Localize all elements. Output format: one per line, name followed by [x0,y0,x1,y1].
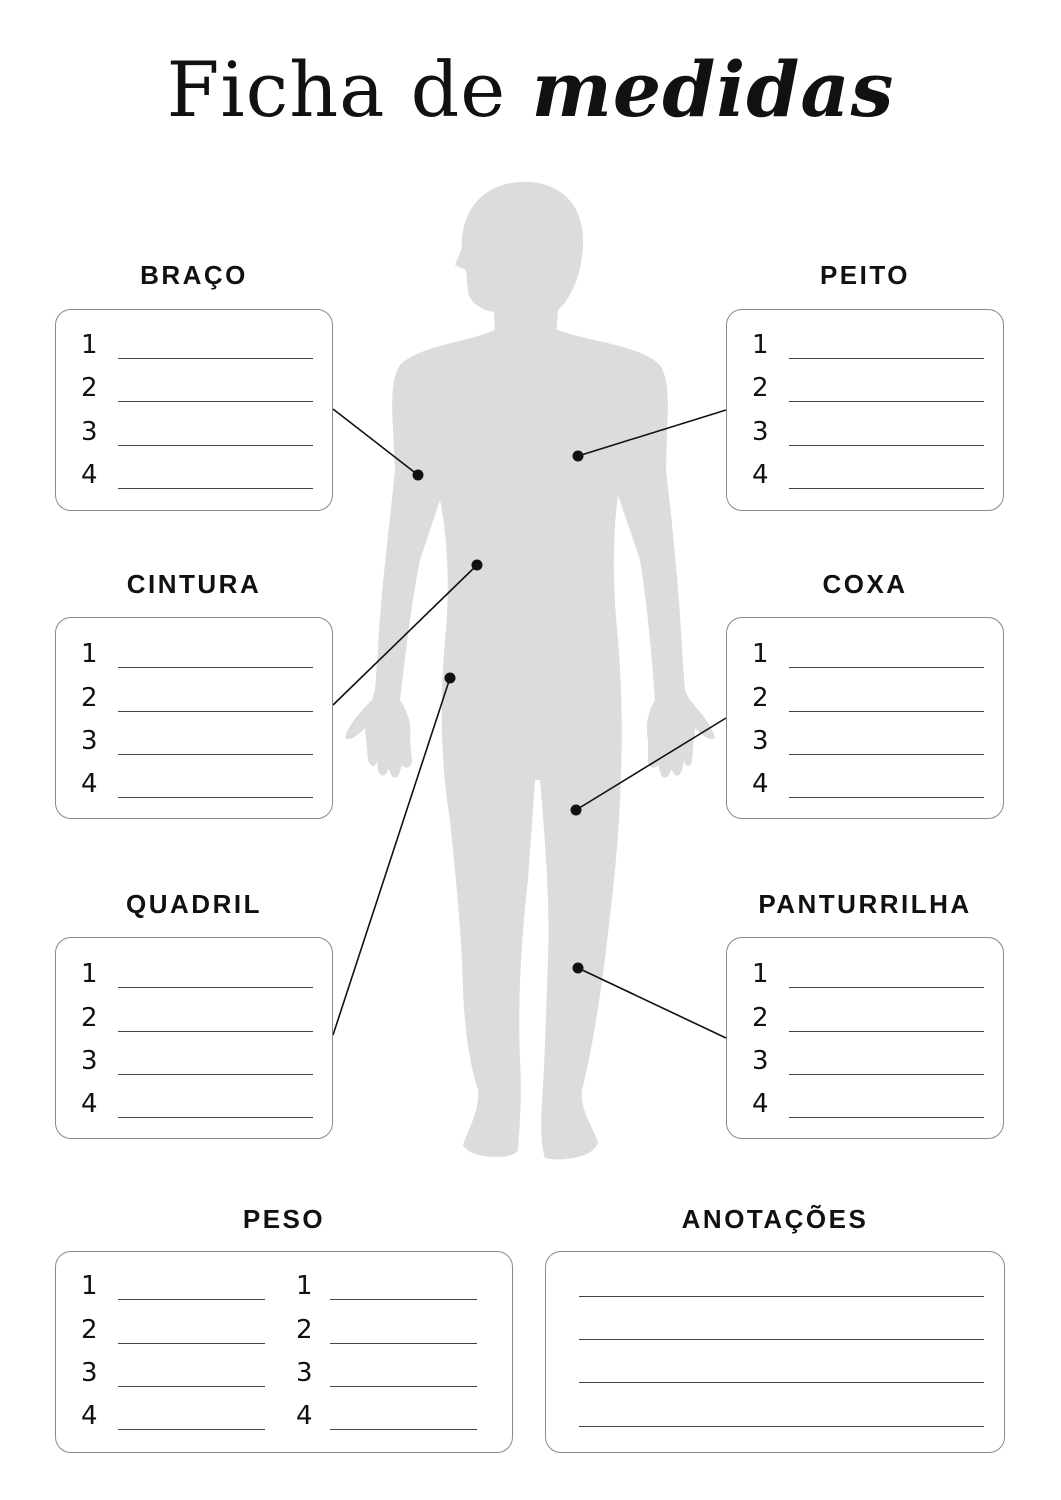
row-peito-2 [752,373,987,403]
row-panturrilha-2 [752,1003,987,1033]
row-peso-a-2 [81,1315,271,1345]
row-cintura-4 [81,769,316,799]
fill-line[interactable] [789,1074,984,1075]
row-peso-b-3 [296,1358,486,1388]
fill-line[interactable] [330,1343,477,1344]
row-quadril-2 [81,1003,316,1033]
row-coxa-1 [752,639,987,669]
row-number: 2 [752,1003,769,1033]
row-peso-b-2 [296,1315,486,1345]
row-number: 3 [81,1046,98,1076]
fill-line[interactable] [789,711,984,712]
notes-line[interactable] [579,1296,984,1297]
row-peso-a-1 [81,1271,271,1301]
row-number: 2 [81,1315,98,1345]
point-coxa [571,805,582,816]
fill-line[interactable] [789,987,984,988]
label-cintura: CINTURA [126,569,262,599]
row-braco-2 [81,373,316,403]
fill-line[interactable] [118,987,313,988]
row-number: 4 [81,1089,98,1119]
row-number: 2 [296,1315,313,1345]
box-cintura [55,617,333,819]
label-anotacoes: ANOTAÇÕES [681,1204,869,1234]
fill-line[interactable] [118,1074,313,1075]
fill-line[interactable] [789,401,984,402]
fill-line[interactable] [330,1299,477,1300]
row-cintura-3 [81,726,316,756]
label-coxa: COXA [822,569,908,599]
box-braco [55,309,333,511]
row-number: 3 [81,726,98,756]
fill-line[interactable] [118,1386,265,1387]
row-peito-4 [752,460,987,490]
row-peso-a-3 [81,1358,271,1388]
row-number: 3 [296,1358,313,1388]
row-peso-b-4 [296,1401,486,1431]
row-number: 3 [752,417,769,447]
row-quadril-3 [81,1046,316,1076]
row-number: 4 [296,1401,313,1431]
fill-line[interactable] [118,754,313,755]
fill-line[interactable] [789,488,984,489]
box-anotacoes [545,1251,1005,1453]
row-number: 2 [81,373,98,403]
row-peito-3 [752,417,987,447]
row-number: 1 [81,639,98,669]
fill-line[interactable] [330,1429,477,1430]
row-panturrilha-4 [752,1089,987,1119]
row-cintura-1 [81,639,316,669]
row-number: 4 [752,460,769,490]
row-number: 3 [81,417,98,447]
row-number: 2 [81,683,98,713]
row-number: 1 [81,1271,98,1301]
label-quadril: QUADRIL [126,889,262,919]
row-quadril-1 [81,959,316,989]
row-number: 3 [752,726,769,756]
title-bold: medidas [531,45,895,134]
fill-line[interactable] [789,445,984,446]
fill-line[interactable] [789,1031,984,1032]
row-coxa-4 [752,769,987,799]
fill-line[interactable] [118,401,313,402]
fill-line[interactable] [789,1117,984,1118]
fill-line[interactable] [118,1117,313,1118]
row-number: 4 [752,769,769,799]
row-braco-1 [81,330,316,360]
fill-line[interactable] [789,754,984,755]
connector-panturrilha [578,968,726,1038]
row-number: 3 [81,1358,98,1388]
row-peso-b-1 [296,1271,486,1301]
row-number: 1 [752,639,769,669]
point-cintura [472,560,483,571]
label-panturrilha: PANTURRILHA [758,889,972,919]
label-peito: PEITO [819,260,911,290]
label-peso: PESO [242,1204,326,1234]
row-number: 1 [752,330,769,360]
notes-line[interactable] [579,1339,984,1340]
fill-line[interactable] [789,358,984,359]
row-number: 2 [752,373,769,403]
point-quadril [445,673,456,684]
fill-line[interactable] [118,1031,313,1032]
row-peito-1 [752,330,987,360]
box-peito [726,309,1004,511]
row-number: 4 [81,769,98,799]
notes-line[interactable] [579,1426,984,1427]
fill-line[interactable] [118,1429,265,1430]
label-braco: BRAÇO [140,260,248,290]
row-number: 4 [752,1089,769,1119]
row-number: 1 [752,959,769,989]
fill-line[interactable] [118,667,313,668]
fill-line[interactable] [118,797,313,798]
fill-line[interactable] [118,711,313,712]
row-braco-3 [81,417,316,447]
title-regular: Ficha de [166,45,507,134]
fill-line[interactable] [118,1299,265,1300]
box-quadril [55,937,333,1139]
fill-line[interactable] [330,1386,477,1387]
row-cintura-2 [81,683,316,713]
fill-line[interactable] [118,488,313,489]
row-number: 1 [81,330,98,360]
notes-line[interactable] [579,1382,984,1383]
row-coxa-2 [752,683,987,713]
point-peito [573,451,584,462]
box-peso [55,1251,513,1453]
fill-line[interactable] [118,445,313,446]
row-coxa-3 [752,726,987,756]
row-quadril-4 [81,1089,316,1119]
fill-line[interactable] [789,667,984,668]
row-number: 3 [752,1046,769,1076]
row-braco-4 [81,460,316,490]
fill-line[interactable] [789,797,984,798]
box-panturrilha [726,937,1004,1139]
row-panturrilha-3 [752,1046,987,1076]
box-coxa [726,617,1004,819]
fill-line[interactable] [118,358,313,359]
fill-line[interactable] [118,1343,265,1344]
row-number: 2 [81,1003,98,1033]
body-silhouette [345,182,715,1160]
row-peso-a-4 [81,1401,271,1431]
row-number: 1 [296,1271,313,1301]
row-panturrilha-1 [752,959,987,989]
row-number: 4 [81,1401,98,1431]
row-number: 1 [81,959,98,989]
row-number: 4 [81,460,98,490]
point-panturrilha [573,963,584,974]
row-number: 2 [752,683,769,713]
point-braco [413,470,424,481]
